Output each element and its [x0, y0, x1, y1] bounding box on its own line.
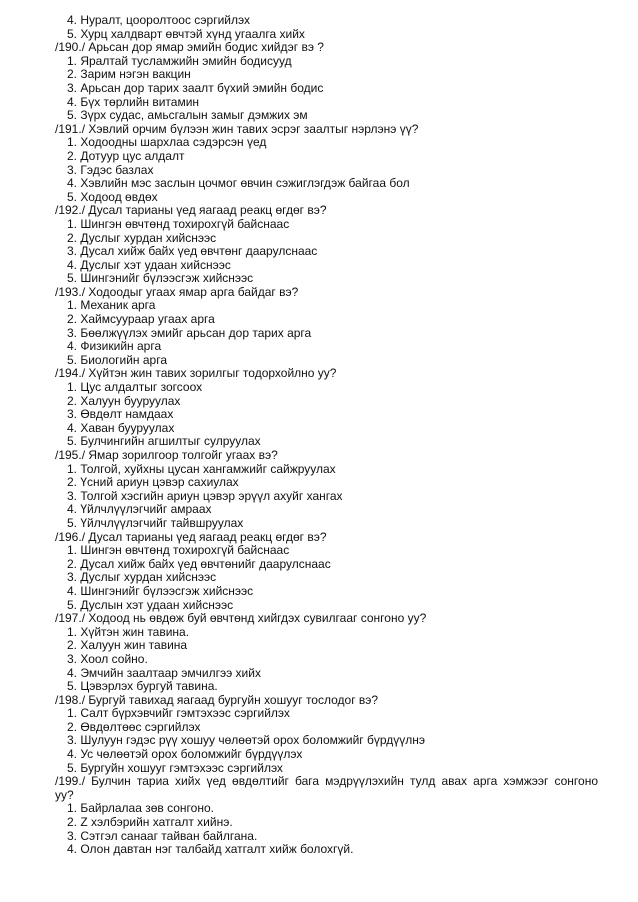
answer-option: 2. Зарим нэгэн вакцин — [67, 67, 191, 82]
answer-option: 4. Олон давтан нэг талбайд хатгалт хийж болохгүй. — [67, 842, 354, 857]
answer-option: 3. Дусал хийж байх үед өвчтөнг даарулснаас — [67, 244, 318, 259]
answer-option: 3. Хоол сойно. — [67, 651, 148, 666]
question-line: /190./ Арьсан дор ямар эмийн бодис хийдэг вэ ? — [55, 40, 324, 55]
answer-option: 1. Салт бүрхэвчийг гэмтэхээс сэргийлэх — [67, 706, 290, 721]
answer-option: 1. Шингэн өвчтөнд тохирохгүй байснаас — [67, 543, 290, 558]
question-line: /196./ Дусал тарианы үед яагаад реакц өгдөг вэ? — [55, 529, 327, 544]
answer-option: 3. Шулуун гэдэс рүү хошуу чөлөөтэй орох боломжийг бүрдүүлнэ — [67, 733, 426, 748]
question-line: /199./ Булчин тариа хийх үед өвдөлтийг бага мэдрүүлэхийн тулд авах арга хэмжээг сонгоно — [55, 774, 598, 789]
answer-option: 1. Толгой, хуйхны цусан хангамжийг сайжруулах — [67, 461, 336, 476]
answer-option: 4. Үйлчлүүлэгчийг амраах — [67, 502, 212, 517]
answer-option: 4. Шингэнийг бүлээсгэж хийснээс — [67, 583, 254, 598]
answer-option: 5. Дуслын хэт удаан хийснээс — [67, 597, 234, 612]
answer-option: 5. Булчингийн агшилтыг сулруулах — [67, 434, 261, 449]
question-line: /193./ Ходоодыг угаах ямар арга байдаг вэ? — [55, 284, 299, 299]
question-line: /191./ Хэвлий орчим бүлээн жин тавих эсрэг заалтыг нэрлэнэ үү? — [55, 121, 419, 136]
answer-option: 3. Өвдөлт намдаах — [67, 407, 174, 422]
answer-option: 5. Үйлчлүүлэгчийг тайвшруулах — [67, 515, 244, 530]
answer-option: 3. Гэдэс базлах — [67, 162, 154, 177]
answer-option: 5. Шингэнийг бүлээсгэж хийснээс — [67, 271, 254, 286]
answer-option: 2. Дуслыг хурдан хийснээс — [67, 230, 217, 245]
question-line: /197./ Ходоод нь өвдөж буй өвчтөнд хийгдэх сувилгааг сонгоно уу? — [55, 611, 427, 626]
answer-option: 5. Цэвэрлэх бургуй тавина. — [67, 679, 218, 694]
question-line: /194./ Хүйтэн жин тавих зорилгыг тодорхойлно уу? — [55, 366, 337, 381]
answer-option: 1. Яралтай тусламжийн эмийн бодисууд — [67, 53, 292, 68]
answer-option: 4. Бүх төрлийн витамин — [67, 94, 200, 109]
answer-option: 2. Халуун жин тавина — [67, 638, 188, 653]
question-line-continuation: уу? — [55, 787, 74, 802]
answer-option: 1. Шингэн өвчтөнд тохирохгүй байснаас — [67, 216, 290, 231]
answer-option: 1. Ходоодны шархлаа сэдэрсэн үед — [67, 135, 267, 150]
question-line: /192./ Дусал тарианы үед яагаад реакц өгдөг вэ? — [55, 203, 327, 218]
answer-option: 4. Дуслыг хэт удаан хийснээс — [67, 257, 231, 272]
answer-option: 5. Бургуйн хошууг гэмтэхээс сэргийлэх — [67, 760, 283, 775]
answer-option: 5. Биологийн арга — [67, 352, 168, 367]
answer-option: 3. Арьсан дор тарих заалт бүхий эмийн бодис — [67, 80, 324, 95]
answer-option: 4. Хаван бууруулах — [67, 420, 175, 435]
answer-option: 3. Сэтгэл санааг тайван байлгана. — [67, 828, 258, 843]
answer-option: 1. Байрлалаа зөв сонгоно. — [67, 801, 214, 816]
answer-option: 4. Ус чөлөөтэй орох боломжийг бүрдүүлэх — [67, 747, 303, 762]
answer-option: 1. Цус алдалтыг зогсоох — [67, 380, 203, 395]
answer-option: 5. Ходоод өвдөх — [67, 189, 158, 204]
answer-option: 2. Z хэлбэрийн хатгалт хийнэ. — [67, 815, 233, 830]
answer-option: 2. Дусал хийж байх үед өвчтөнийг даарулснаас — [67, 556, 331, 571]
question-line: /198./ Бургуй тавихад яагаад бургуйн хошууг тослодог вэ? — [55, 692, 379, 707]
answer-option: 1. Хүйтэн жин тавина. — [67, 624, 190, 639]
answer-option: 4. Нуралт, цооролтоос сэргийлэх — [67, 13, 250, 27]
answer-option: 2. Халуун бууруулах — [67, 393, 181, 408]
answer-option: 3. Дуслыг хурдан хийснээс — [67, 570, 217, 585]
answer-option: 5. Зүрх судас, амьсгалын замыг дэмжих эм — [67, 108, 308, 123]
answer-option: 3. Толгой хэсгийн ариун цэвэр эрүүл ахуйг хангах — [67, 488, 343, 503]
answer-option: 4. Физикийн арга — [67, 339, 162, 354]
answer-option: 4. Эмчийн заалтаар эмчилгээ хийх — [67, 665, 261, 680]
answer-option: 4. Хэвлийн мэс заслын цочмог өвчин сэжиглэгдэж байгаа бол — [67, 176, 410, 191]
answer-option: 2. Үсний ариун цэвэр сахиулах — [67, 475, 239, 490]
answer-option: 3. Бөөлжүүлэх эмийг арьсан дор тарих арга — [67, 325, 312, 340]
answer-option: 2. Өвдөлтөөс сэргийлэх — [67, 719, 201, 734]
answer-option: 2. Дотуур цус алдалт — [67, 148, 185, 163]
question-line: /195./ Ямар зорилгоор толгойг угаах вэ? — [55, 448, 278, 462]
answer-option: 1. Механик арга — [67, 298, 156, 313]
answer-option: 5. Хурц халдварт өвчтэй хүнд угаалга хийх — [67, 26, 305, 41]
answer-option: 2. Хаймсуураар угаах арга — [67, 312, 215, 327]
